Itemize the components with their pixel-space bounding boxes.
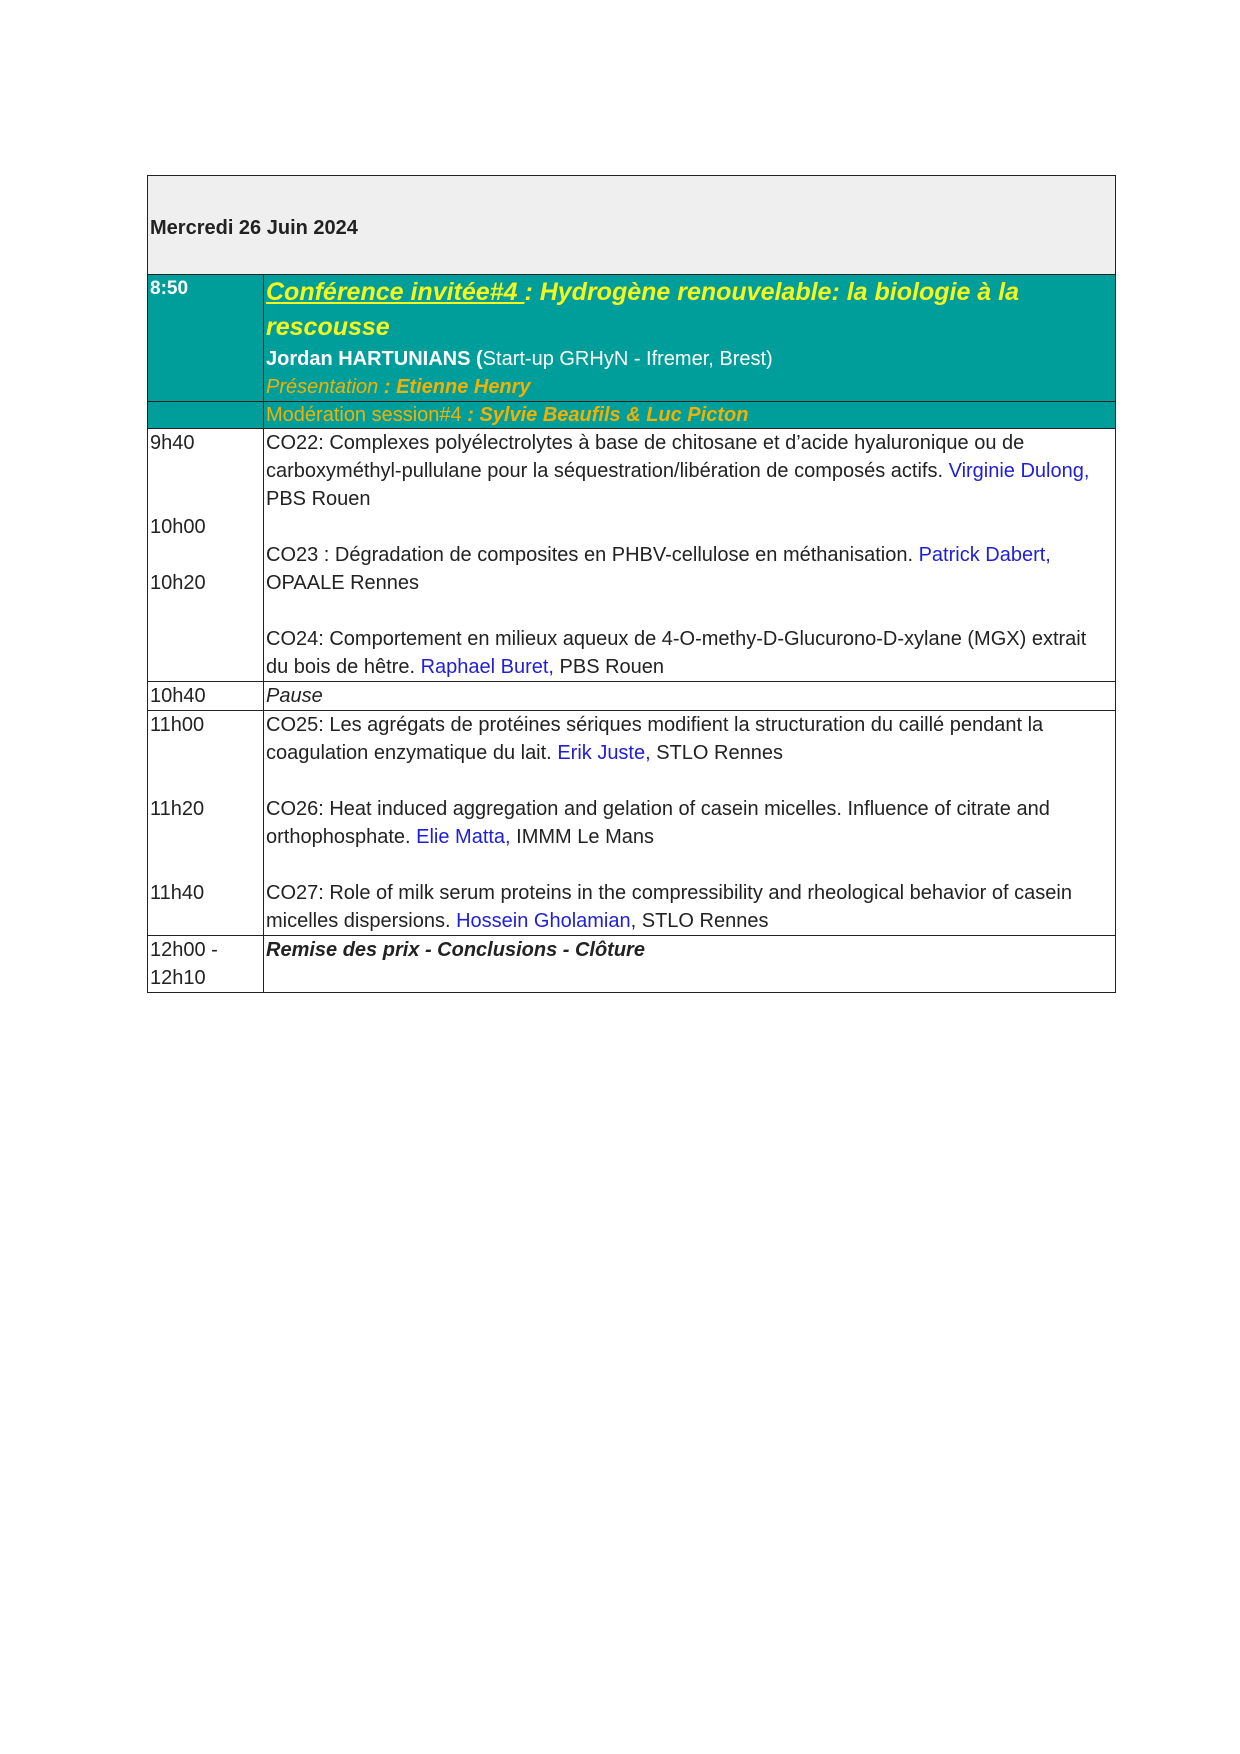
talk-speaker: Virginie Dulong,: [948, 460, 1090, 482]
talk-text: CO22: Complexes polyélectrolytes à base de chitosane et d’acide hyaluronique ou de carboxyméthyl-pullulane pour la séquestration/libération de composés actifs.: [266, 432, 1025, 482]
presentation-name: : Etienne Henry: [383, 376, 531, 398]
talk-affiliation: , STLO Rennes: [630, 910, 769, 932]
schedule-table: [147, 175, 1116, 993]
day-header-row: [148, 176, 1116, 275]
talk-co25: [266, 711, 1113, 767]
pause-time: 10h40: [148, 682, 264, 711]
day-title: Mercredi 26 Juin 2024: [148, 176, 1116, 275]
talk-affiliation: STLO Rennes: [650, 742, 783, 764]
talk-co24: [266, 625, 1113, 681]
talk-co27: [266, 879, 1113, 935]
speaker-name: Jordan HARTUNIANS (: [266, 348, 483, 370]
talk-affiliation: PBS Rouen: [266, 488, 371, 510]
keynote-label: Conférence invitée#4: [266, 278, 525, 306]
moderation-time-cell: [148, 402, 264, 429]
keynote-presentation: [266, 373, 1113, 401]
block1-talks: [264, 429, 1116, 682]
talk-speaker: Patrick Dabert,: [918, 544, 1051, 566]
talks-block-1: [148, 429, 1116, 682]
keynote-title-text: : Hydrogène renouvelable: la biologie à la rescousse: [266, 278, 1019, 341]
talk-speaker: Raphael Buret,: [420, 656, 554, 678]
pause-label: Pause: [264, 682, 1116, 711]
keynote-title: [266, 275, 1113, 345]
talk-speaker: Erik Juste,: [557, 742, 651, 764]
time-co27: 11h40: [150, 882, 205, 904]
talk-speaker: Elie Matta,: [416, 826, 511, 848]
moderation-names: : Sylvie Beaufils & Luc Picton: [467, 404, 749, 426]
talk-co23: [266, 541, 1113, 597]
talk-speaker: Hossein Gholamian: [456, 910, 631, 932]
talk-affiliation: OPAALE Rennes: [266, 572, 420, 594]
time-co26: 11h20: [150, 798, 205, 820]
speaker-affiliation: Start-up GRHyN - Ifremer, Brest): [482, 348, 773, 370]
keynote-row: [148, 275, 1116, 402]
time-co23: 10h00: [150, 516, 206, 538]
closing-time: 12h00 - 12h10: [148, 936, 264, 993]
talk-affiliation: IMMM Le Mans: [510, 826, 654, 848]
closing-label: Remise des prix - Conclusions - Clôture: [264, 936, 1116, 993]
keynote-time: 8:50: [148, 275, 264, 402]
time-co22: 9h40: [150, 432, 195, 454]
talk-text: CO24: Comportement en milieux aqueux de 4-O-methy-D-Glucurono-D-xylane (MGX) extrait du bois de hêtre.: [266, 628, 1087, 678]
presentation-label: Présentation: [266, 376, 384, 398]
time-co24: 10h20: [150, 572, 206, 594]
talk-co26: [266, 795, 1113, 851]
talk-text: CO23 : Dégradation de composites en PHBV-cellulose en méthanisation.: [266, 544, 919, 566]
pause-row: [148, 682, 1116, 711]
moderation-label: Modération session#4: [266, 404, 468, 426]
program-sheet: [147, 175, 1115, 993]
block1-times: [148, 429, 264, 682]
block2-talks: [264, 711, 1116, 936]
moderation-text: [264, 402, 1116, 429]
talk-co22: [266, 429, 1113, 513]
keynote-speaker: [266, 345, 1113, 373]
talk-affiliation: PBS Rouen: [553, 656, 665, 678]
talk-text: CO25: Les agrégats de protéines sériques modifient la structuration du caillé pendant la coagulation enzymatique du lait.: [266, 714, 1044, 764]
time-co25: 11h00: [150, 714, 205, 736]
block2-times: [148, 711, 264, 936]
talks-block-2: [148, 711, 1116, 936]
closing-row: [148, 936, 1116, 993]
talk-text: CO27: Role of milk serum proteins in the compressibility and rheological behavior of casein micelles dispersions.: [266, 882, 1072, 932]
moderation-row: [148, 402, 1116, 429]
keynote-details: [264, 275, 1116, 402]
talk-text: CO26: Heat induced aggregation and gelation of casein micelles. Influence of citrate and orthophosphate.: [266, 798, 1050, 848]
